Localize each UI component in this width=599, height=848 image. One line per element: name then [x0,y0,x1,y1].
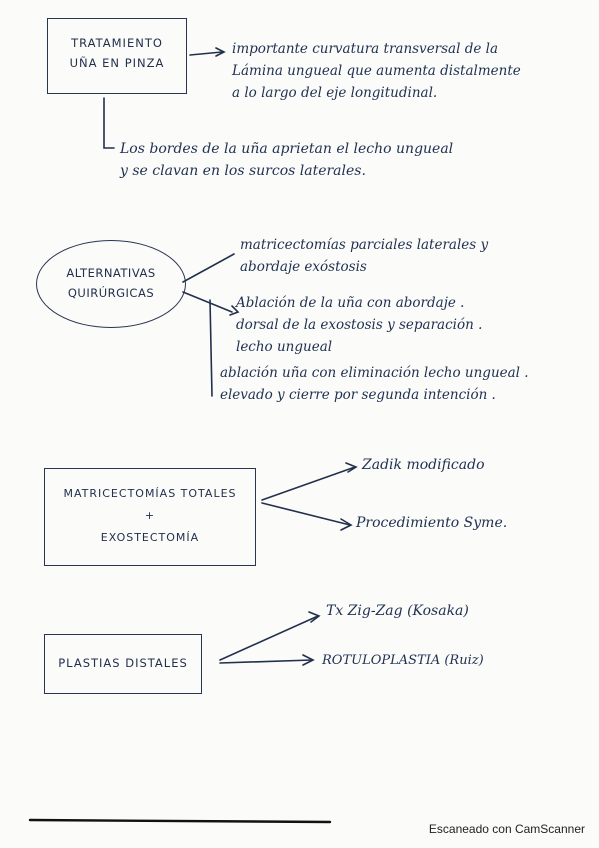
treatment-box-line2: UÑA EN PINZA [69,56,165,70]
zadik-option: Zadik modificado [362,457,485,473]
alternative-option-3 [220,362,529,406]
note-line2: y se clavan en los surcos laterales. [120,163,366,179]
opt1-line2: abordaje exóstosis [240,259,367,275]
distal-plasty-label: PLASTIAS DISTALES [58,656,188,670]
alternative-option-1 [240,234,488,278]
matricectomy-line1: MATRICECTOMÍAS TOTALES [63,487,237,500]
desc-line2: Lámina ungueal que aumenta distalmente [232,63,521,79]
zigzag-option: Tx Zig-Zag (Kosaka) [326,603,469,619]
opt2-line3: lecho ungueal [236,339,333,355]
rotuloplasty-option: ROTULOPLASTIA (Ruiz) [322,653,484,668]
total-matricectomy-box [44,468,256,566]
matricectomy-line2: + [144,509,156,522]
surgical-alternatives-oval [36,240,186,328]
note-line1: Los bordes de la uña aprietan el lecho ungueal [120,141,454,157]
treatment-box-line1: TRATAMIENTO [71,36,163,50]
desc-line3: a lo largo del eje longitudinal. [232,85,438,101]
treatment-note [120,138,453,182]
opt2-line2: dorsal de la exostosis y separación . [236,317,483,333]
opt1-line1: matricectomías parciales laterales y [240,237,489,253]
scanner-watermark: Escaneado con CamScanner [428,822,585,836]
matricectomy-line3: EXOSTECTOMÍA [100,531,200,544]
opt3-line1: ablación uña con eliminación lecho ungueal . [220,365,529,381]
alternative-option-2 [236,292,482,358]
treatment-box [47,18,187,94]
treatment-description [232,38,521,104]
desc-line1: importante curvatura transversal de la [232,41,499,57]
opt3-line2: elevado y cierre por segunda intención . [220,387,496,403]
oval-line2: QUIRÚRGICAS [67,286,155,300]
syme-option: Procedimiento Syme. [356,515,508,531]
oval-line1: ALTERNATIVAS [66,266,156,280]
distal-plasty-box [44,634,202,694]
opt2-line1: Ablación de la uña con abordaje . [236,295,465,311]
